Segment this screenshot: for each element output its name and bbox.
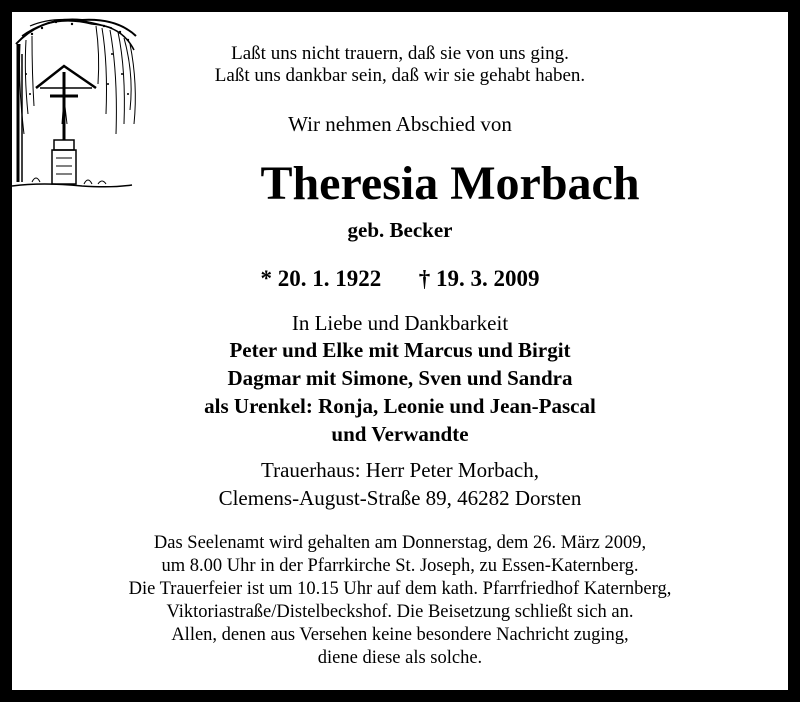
maiden-name: [0, 220, 800, 241]
service-line-6: diene diese als solche.: [317, 648, 483, 668]
mourning-house-line-1: Trauerhaus: Herr Peter Morbach,: [261, 458, 539, 482]
verse-line-1: Laßt uns nicht trauern, daß sie von uns ging.: [231, 43, 569, 64]
mourner-line-4: und Verwandte: [331, 422, 469, 446]
mourner-line-2: Dagmar mit Simone, Sven und Sandra: [227, 366, 573, 390]
deceased-name: Theresia Morbach: [260, 157, 640, 210]
farewell-line: Wir nehmen Abschied von: [288, 112, 512, 136]
mourner-line-3: als Urenkel: Ronja, Leonie und Jean-Pascal: [204, 394, 596, 418]
death-date: † 19. 3. 2009: [418, 266, 540, 291]
verse-line-2: Laßt uns dankbar sein, daß wir sie gehabt haben.: [214, 65, 586, 86]
life-dates: [0, 267, 800, 290]
service-line-5: Allen, denen aus Versehen keine besondere Nachricht zuging,: [171, 625, 629, 645]
service-line-2: um 8.00 Uhr in der Pfarrkirche St. Joseph, zu Essen-Katernberg.: [161, 556, 639, 576]
maiden-name-text: geb. Becker: [347, 218, 453, 242]
love-line: In Liebe und Dankbarkeit: [291, 311, 509, 335]
birth-date: * 20. 1. 1922: [260, 266, 382, 291]
service-line-3: Die Trauerfeier ist um 10.15 Uhr auf dem kath. Pfarrfriedhof Katernberg,: [128, 579, 672, 599]
service-line-1: Das Seelenamt wird gehalten am Donnerstag, dem 26. März 2009,: [153, 533, 647, 553]
mourning-house-line-2: Clemens-August-Straße 89, 46282 Dorsten: [218, 486, 582, 510]
service-line-4: Viktoriastraße/Distelbeckshof. Die Beisetzung schließt sich an.: [166, 602, 634, 622]
mourner-line-1: Peter und Elke mit Marcus und Birgit: [229, 338, 571, 362]
